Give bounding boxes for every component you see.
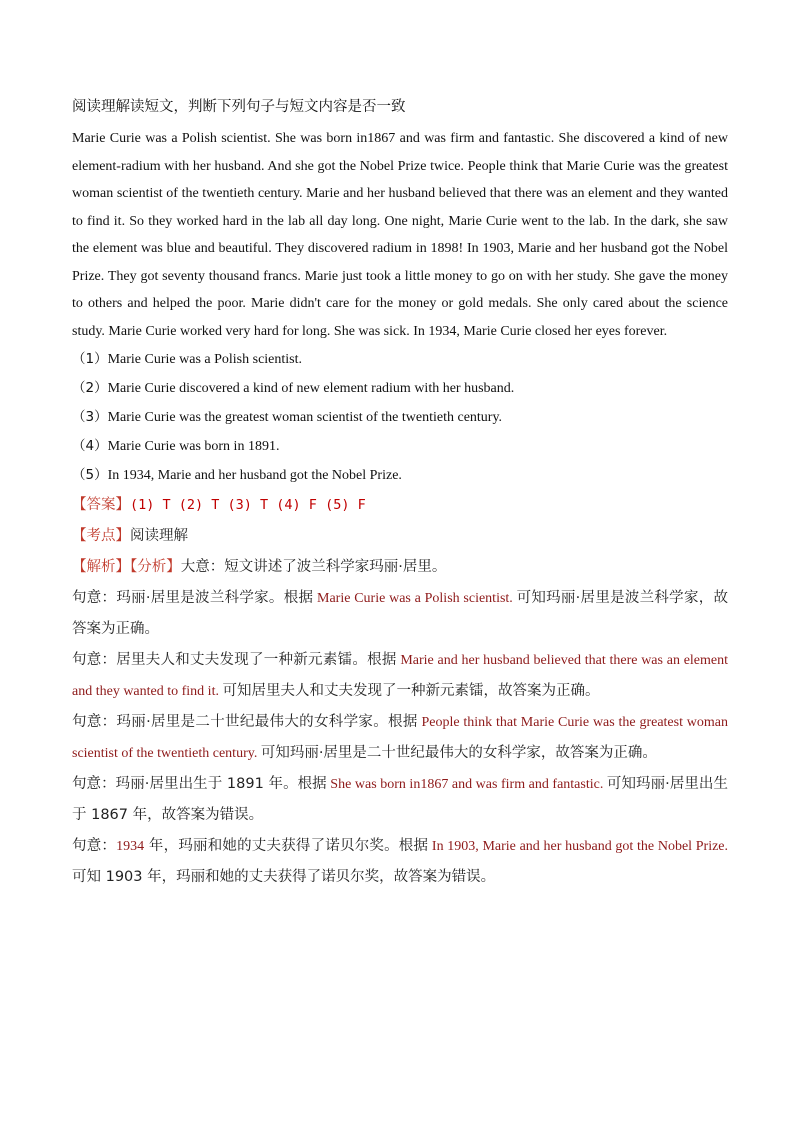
jiexi-value: 大意：短文讲述了波兰科学家玛丽·居里。 (180, 559, 447, 575)
explanation-2: 句意：居里夫人和丈夫发现了一种新元素镭。根据 Marie and her husband believed that there was an element and they wanted to find it. 可知居里夫人和丈夫发现了一种新元素镭，故答案为正确。 (72, 652, 729, 699)
reading-passage: Marie Curie was a Polish scientist. She was born in1867 and was firm and fantastic. She discovered a kind of new element-radium with her husband. And she got the Nobel Prize twice. People think that Marie Curie was the greatest woman scientist of the twentieth century. Marie and her husband believed that there was an element and they wanted to find it. So they worked hard in the lab all day long. One night, Marie Curie went to the lab. In the dark, she saw the element was blue and beautiful. They discovered radium in 1898! In 1903, Marie and her husband got the Nobel Prize. They got seventy thousand francs. Marie just took a little money to go on with her study. She gave the money to others and helped the poor. Marie didn't care for the money or gold medals. She only cared about the science study. Marie Curie worked very hard for long. She was sick. In 1934, Marie Curie closed her eyes forever. (72, 131, 728, 339)
answer-line (72, 490, 728, 521)
question-item (72, 345, 728, 374)
question-item (72, 403, 728, 432)
question-title: 阅读理解读短文，判断下列句子与短文内容是否一致 (72, 99, 406, 115)
explanation-1: 句意：玛丽·居里是波兰科学家。根据 Marie Curie was a Polish scientist. 可知玛丽·居里是波兰科学家，故答案为正确。 (72, 590, 729, 637)
question-item (72, 461, 728, 490)
explanation-5: 句意：1934 年，玛丽和她的丈夫获得了诺贝尔奖。根据 In 1903, Marie and her husband got the Nobel Prize. 可知 1903 年，玛丽和她的丈夫获得了诺贝尔奖，故答案为错误。 (72, 838, 729, 885)
question-text: In 1934, Marie and her husband got the Nobel Prize. (107, 468, 402, 483)
question-item (72, 432, 728, 461)
kaodian-label: 【考点】 (72, 528, 130, 544)
question-number: （5） (72, 467, 108, 483)
document-body (72, 95, 728, 893)
explanation-4: 句意：玛丽·居里出生于 1891 年。根据 She was born in1867 and was firm and fantastic. 可知玛丽·居里出生于 1867 年，故答案为错误。 (72, 776, 728, 823)
question-text: Marie Curie was born in 1891. (107, 439, 280, 454)
question-text: Marie Curie was a Polish scientist. (107, 352, 303, 367)
kaodian-line (72, 521, 728, 552)
question-text: Marie Curie was the greatest woman scientist of the twentieth century. (107, 410, 503, 425)
question-number: （2） (72, 380, 108, 396)
question-number: （3） (72, 409, 108, 425)
jiexi-label: 【解析】【分析】 (72, 559, 181, 575)
question-list (72, 345, 728, 490)
answer-value: (1) T (2) T (3) T (4) F (5) F (130, 497, 366, 513)
question-number: （1） (72, 351, 108, 367)
explanation-3: 句意：玛丽·居里是二十世纪最伟大的女科学家。根据 People think that Marie Curie was the greatest woman scientist of the twentieth century. 可知玛丽·居里是二十世纪最伟大的女科学家，故答案为正确。 (72, 714, 729, 761)
answer-label: 【答案】 (72, 497, 130, 513)
question-item (72, 374, 728, 403)
kaodian-value: 阅读理解 (130, 528, 188, 544)
jiexi-line (72, 552, 728, 583)
question-text: Marie Curie discovered a kind of new element radium with her husband. (107, 381, 515, 396)
question-number: （4） (72, 438, 108, 454)
